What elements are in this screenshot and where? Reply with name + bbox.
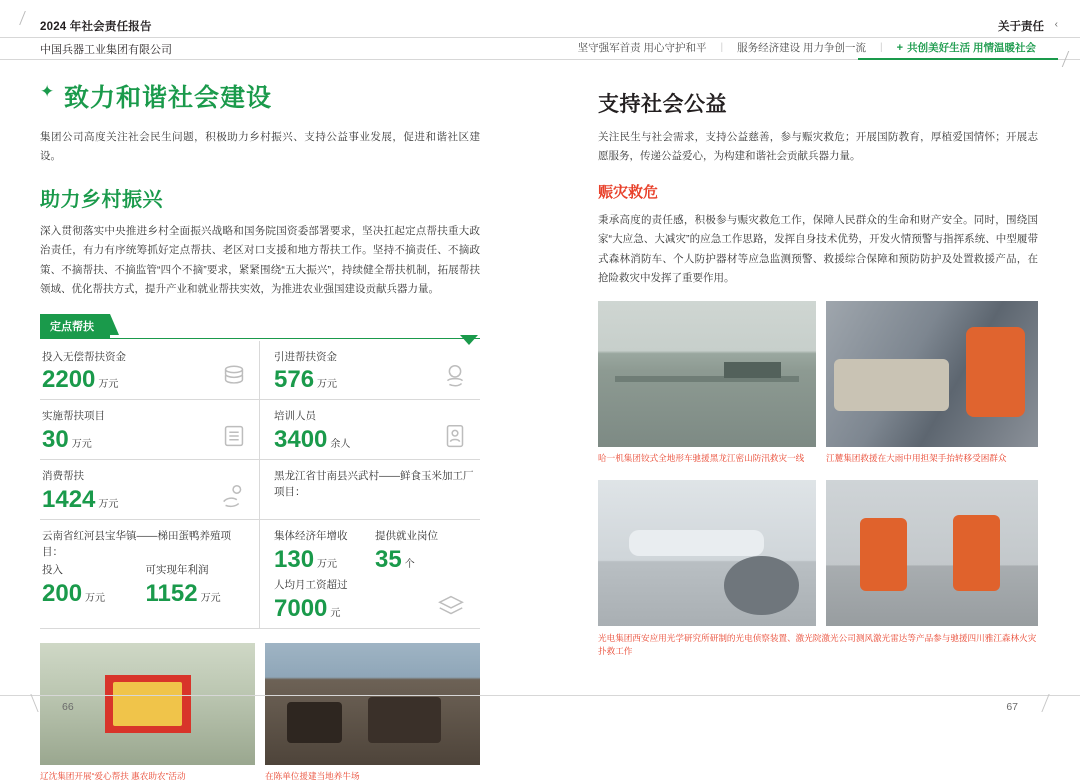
stat-value: 30 xyxy=(42,426,69,454)
stat-cell-introduced-funds xyxy=(260,341,480,400)
page-title-text: 致力和谐社会建设 xyxy=(64,84,273,112)
stat-row xyxy=(40,341,480,401)
stacked-layers-icon xyxy=(436,591,466,621)
stat-value: 1424 xyxy=(42,486,96,514)
page-header-top xyxy=(0,18,1080,38)
yunnan-values xyxy=(42,563,249,606)
photo-box xyxy=(826,301,1038,465)
corner-decoration-left xyxy=(19,11,39,25)
stat-value: 1152 xyxy=(145,579,198,607)
nav-separator: | xyxy=(880,42,883,53)
stat-label: 引进帮扶资金 xyxy=(274,350,337,363)
report-title: 2024 年社会责任报告 xyxy=(40,21,152,33)
photo-rescue-stretcher xyxy=(826,301,1038,447)
project-title: 黑龙江省甘南县兴武村——鲜食玉米加工厂项目： xyxy=(274,470,474,499)
stat-label: 投入无偿帮扶资金 xyxy=(42,350,126,363)
intro-paragraph: 集团公司高度关注社会民生问题，积极助力乡村振兴、支持公益事业发展，促进和谐社区建设。 xyxy=(40,131,480,163)
page-footer xyxy=(0,695,1080,717)
section-label: 关于责任 xyxy=(998,21,1044,33)
nav-item-2[interactable] xyxy=(883,40,1050,55)
hand-coins-icon xyxy=(219,481,249,511)
section-nav xyxy=(564,40,1050,55)
right-column xyxy=(598,78,1038,658)
hlj-income xyxy=(274,529,375,572)
right-photo-row-2 xyxy=(598,480,1038,626)
stat-label: 可实现年利润 xyxy=(145,563,209,576)
yunnan-profit xyxy=(146,563,250,606)
stat-unit: 万元 xyxy=(85,592,106,604)
photo-drone-optical xyxy=(598,480,816,626)
right-photo-row-1 xyxy=(598,301,1038,465)
plus-icon: + xyxy=(896,42,904,54)
section-body-public-welfare: 关注民生与社会需求，支持公益慈善，参与赈灾救危；开展国防教育，厚植爱国情怀；开展志愿服务，传递公益爱心，为构建和谐社会贡献兵器力量。 xyxy=(598,131,1038,163)
stat-value: 7000 xyxy=(274,595,328,623)
stat-label: 培训人员 xyxy=(274,410,316,423)
stat-cell-heilongjiang-values xyxy=(260,520,480,628)
photo-caption: 哈一机集团铰式全地形车驰援黑龙江密山防汛救灾一线 xyxy=(598,452,805,463)
yunnan-invest xyxy=(42,563,146,606)
stat-cell-yunnan xyxy=(40,520,260,628)
nav-item-2-label: 共创美好生活 用情温暖社会 xyxy=(907,42,1036,54)
id-card-icon xyxy=(440,421,470,451)
stat-label: 提供就业岗位 xyxy=(375,530,438,543)
tab-rule xyxy=(40,338,480,339)
list-icon xyxy=(219,421,249,451)
nav-active-underline xyxy=(858,58,1058,60)
stat-label: 消费帮扶 xyxy=(42,470,84,483)
page-header-sub xyxy=(0,38,1080,60)
stat-value: 576 xyxy=(274,366,315,394)
subsection-title-disaster-relief: 赈灾救危 xyxy=(598,183,659,201)
nav-item-0[interactable]: 坚守强军首责 用心守护和平 xyxy=(577,42,707,54)
stat-unit: 万元 xyxy=(317,379,338,391)
photo-caption: 辽沈集团开展“爱心帮扶 惠农助农”活动 xyxy=(40,771,186,782)
hlj-jobs xyxy=(375,529,476,572)
stat-unit: 万元 xyxy=(71,439,92,451)
project-title: 云南省红河县宝华镇——梯田蛋鸭养殖项目： xyxy=(42,530,231,559)
stat-label: 实施帮扶项目 xyxy=(42,410,105,423)
photo-box xyxy=(598,480,816,626)
stat-unit: 元 xyxy=(330,608,341,620)
sparkle-icon: ✦ xyxy=(40,82,56,101)
corner-decoration-right xyxy=(1047,51,1069,67)
stat-unit: 万元 xyxy=(98,499,119,511)
stat-value: 200 xyxy=(42,579,83,607)
stat-label: 人均月工资超过 xyxy=(274,579,348,592)
photo-caption: 在陈单位援建当地养牛场 xyxy=(265,771,360,782)
stat-unit: 万元 xyxy=(98,379,119,391)
footer-corner-right xyxy=(1026,694,1049,712)
photo-flood-terrain-vehicle xyxy=(598,301,816,447)
stat-unit: 余人 xyxy=(330,439,351,451)
subsection-body-disaster-relief: 秉承高度的责任感，积极参与赈灾救危工作，保障人民群众的生命和财产安全。同时，围绕国家“大应急、大减灾”的应急工作思路，发挥自身技术优势，开发火情预警与指挥系统、中型履带式森林消防车、个人防护器材等应急监测预警、救援综合保障和预防防护及处置救援产品，在抢险救灾中发挥了重要作用。 xyxy=(598,213,1038,285)
stat-cell-heilongjiang-title xyxy=(260,460,480,519)
left-column xyxy=(40,78,480,783)
stat-value: 35 xyxy=(375,546,402,574)
stat-unit: 个 xyxy=(404,559,415,571)
stat-row xyxy=(40,460,480,520)
green-tab-wrap xyxy=(40,308,480,338)
stat-value: 130 xyxy=(274,546,315,574)
stat-cell-free-funds xyxy=(40,341,260,400)
section-title-public-welfare: 支持社会公益 xyxy=(598,93,727,116)
photo-caption-row2: 光电集团西安应用光学研究所研制的光电侦察装置、激光院激光公司测风激光雷达等产品参与驰援四川雅江森林火灾扑救工作 xyxy=(598,633,1037,657)
stat-unit: 万元 xyxy=(200,592,221,604)
photo-firefighters-equipment xyxy=(826,480,1038,626)
photo-caption: 江麓集团救援在大雨中用担架手抬转移受困群众 xyxy=(826,452,1007,463)
photo-box xyxy=(826,480,1038,626)
company-name: 中国兵器工业集团有限公司 xyxy=(40,44,172,56)
stat-label: 集体经济年增收 xyxy=(274,530,348,543)
nav-item-1[interactable]: 服务经济建设 用力争创一流 xyxy=(737,42,867,54)
hand-coin-icon xyxy=(440,361,470,391)
stat-cell-consumption xyxy=(40,460,260,519)
stat-cell-projects xyxy=(40,400,260,459)
section-title-rural: 助力乡村振兴 xyxy=(40,188,163,211)
nav-separator: | xyxy=(720,42,724,53)
page-title xyxy=(40,78,480,114)
stat-value: 2200 xyxy=(42,366,96,394)
hlj-values-top xyxy=(274,529,476,572)
chevron-left-icon: ‹ xyxy=(1054,19,1058,30)
photo-box xyxy=(598,301,816,465)
stats-table xyxy=(40,341,480,630)
tab-dingdian-bangfu: 定点帮扶 xyxy=(40,314,110,338)
stat-unit: 万元 xyxy=(317,559,338,571)
page-number-right: 67 xyxy=(1006,701,1018,713)
footer-corner-left xyxy=(30,694,53,712)
stat-row xyxy=(40,400,480,460)
stat-cell-trained xyxy=(260,400,480,459)
stat-value: 3400 xyxy=(274,426,328,454)
hlj-wage xyxy=(274,578,476,621)
page-number-left: 66 xyxy=(62,701,74,713)
stat-row xyxy=(40,520,480,629)
coins-icon xyxy=(219,361,249,391)
section-body-rural: 深入贯彻落实中央推进乡村全面振兴战略和国务院国资委部署要求，坚决扛起定点帮扶重大政治责任，有力有序统筹抓好定点帮扶、老区对口支援和地方帮扶工作。坚持不摘责任、不摘政策、不摘帮扶、不摘监管“四个不摘”要求，紧紧围绕“五大振兴”，持续健全帮扶机制，拓展帮扶领域、优化帮扶方式，提升产业和就业帮扶实效，为推进农业强国建设贡献兵器力量。 xyxy=(40,224,480,296)
stat-label: 投入 xyxy=(42,563,63,576)
